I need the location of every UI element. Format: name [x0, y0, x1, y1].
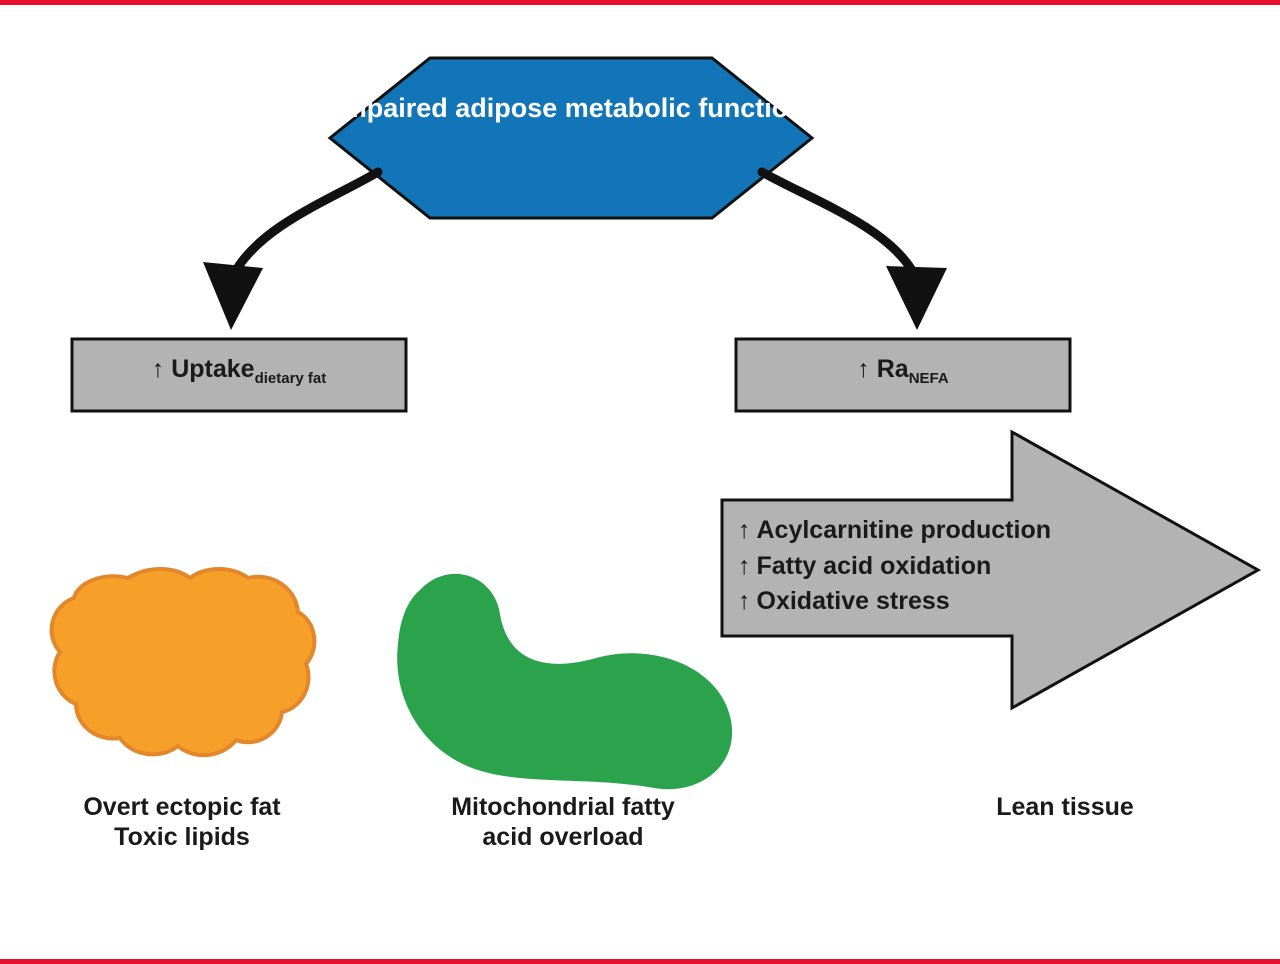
- right-arrowhead-icon: [886, 266, 947, 330]
- uptake-text: Uptake: [171, 355, 255, 383]
- uptake-box-label: [72, 355, 406, 388]
- lean-tissue-caption-line1: Lean tissue: [996, 793, 1134, 821]
- hexagon-label: Impaired adipose metabolic function: [335, 93, 805, 123]
- big-arrow-label-list: [738, 513, 1168, 620]
- up-arrow-glyph-2: ↑: [738, 551, 751, 580]
- big-arrow-item-3-text: Oxidative stress: [756, 587, 950, 615]
- ectopic-fat-caption: [34, 793, 330, 852]
- big-arrow-item-1-text: Acylcarnitine production: [756, 516, 1051, 544]
- fat-cell-cloud-icon: [52, 569, 315, 755]
- big-arrow-item-2: [738, 549, 1168, 585]
- ectopic-fat-caption-line2: Toxic lipids: [114, 822, 250, 851]
- left-curved-arrow: [235, 172, 378, 272]
- ra-box-label: [736, 355, 1070, 388]
- up-arrow-glyph-1: ↑: [738, 516, 751, 544]
- ra-subscript: NEFA: [908, 370, 949, 387]
- mitochondrion-icon: [397, 574, 732, 789]
- big-arrow-item-3: [738, 584, 1168, 620]
- mitochondria-caption-line1: Mitochondrial fatty: [451, 793, 675, 821]
- left-arrowhead-icon: [203, 262, 263, 330]
- uptake-subscript: dietary fat: [254, 370, 327, 387]
- up-arrow-glyph-ra: ↑: [857, 355, 870, 383]
- mitochondria-caption: [398, 793, 728, 852]
- lean-tissue-caption: [920, 793, 1210, 823]
- hexagon-shape: [330, 58, 812, 218]
- up-arrow-glyph-3: ↑: [738, 587, 751, 615]
- mitochondria-caption-line2: acid overload: [482, 822, 644, 851]
- right-curved-arrow: [762, 172, 913, 272]
- ra-text: Ra: [876, 355, 909, 383]
- big-arrow-item-1: [738, 513, 1168, 549]
- big-arrow-item-2-text: Fatty acid oxidation: [756, 551, 992, 580]
- up-arrow-glyph-uptake: ↑: [151, 355, 165, 383]
- ectopic-fat-caption-line1: Overt ectopic fat: [83, 793, 281, 821]
